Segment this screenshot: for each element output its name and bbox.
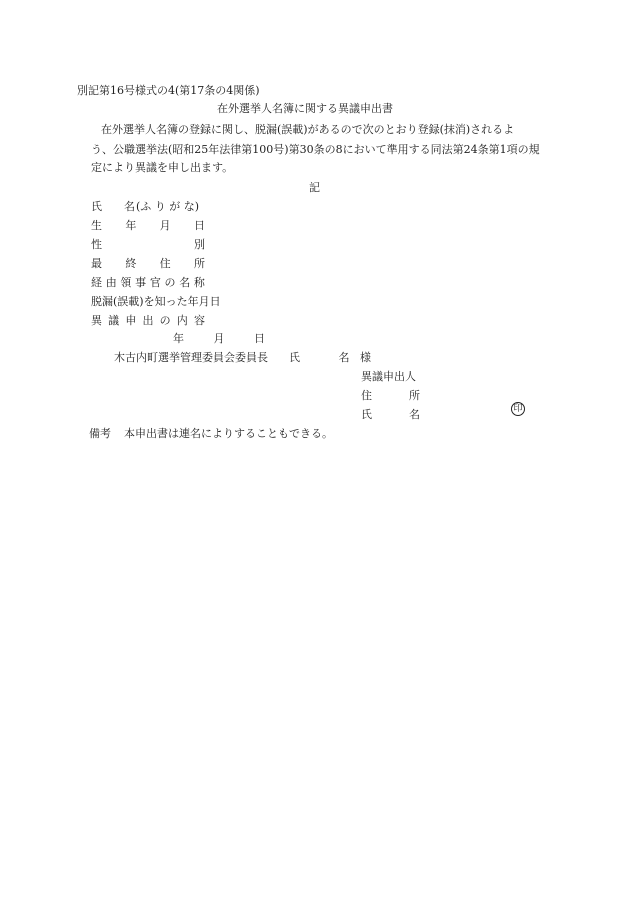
applicant-label: 異議申出人 [361, 370, 416, 383]
document-title: 在外選挙人名簿に関する異議申出書 [217, 102, 393, 115]
field-last-address-label: 最 終 住 所 [91, 257, 205, 270]
addressee-name: 氏 名 様 [289, 351, 371, 364]
field-objection-content-label: 異 議 申 出 の 内 容 [91, 314, 205, 327]
field-consulate-label: 経 由 領 事 官 の 名 称 [91, 276, 205, 289]
applicant-name-label: 氏 名 [361, 408, 420, 421]
field-birthdate-label: 生 年 月 日 [91, 219, 205, 232]
note-text: 本申出書は連名によりすることもできる。 [124, 427, 333, 440]
seal-mark: 印 [511, 402, 525, 416]
ki-heading: 記 [309, 181, 320, 194]
body-text-line-2: う、公職選挙法(昭和25年法律第100号)第30条の8において準用する同法第24条第1項の規 [91, 143, 540, 156]
body-text-line-1: 在外選挙人名簿の登録に関し、脱漏(誤載)があるので次のとおり登録(抹消)されるよ [101, 123, 515, 136]
body-text-line-3: 定により異議を申し出ます。 [91, 161, 234, 174]
field-name-furigana: (ふ り が な) [136, 200, 200, 213]
addressee-title: 木古内町選挙管理委員会委員長 [114, 351, 268, 364]
submission-date: 年 月 日 [173, 332, 265, 345]
form-reference: 別記第16号様式の4(第17条の4関係) [77, 84, 260, 97]
applicant-address-label: 住 所 [361, 389, 420, 402]
note-label: 備考 [89, 427, 111, 440]
field-name-label: 氏 名 [91, 200, 135, 213]
field-sex-label: 性 別 [91, 238, 205, 251]
field-date-known-label: 脱漏(誤載)を知った年月日 [91, 295, 221, 308]
